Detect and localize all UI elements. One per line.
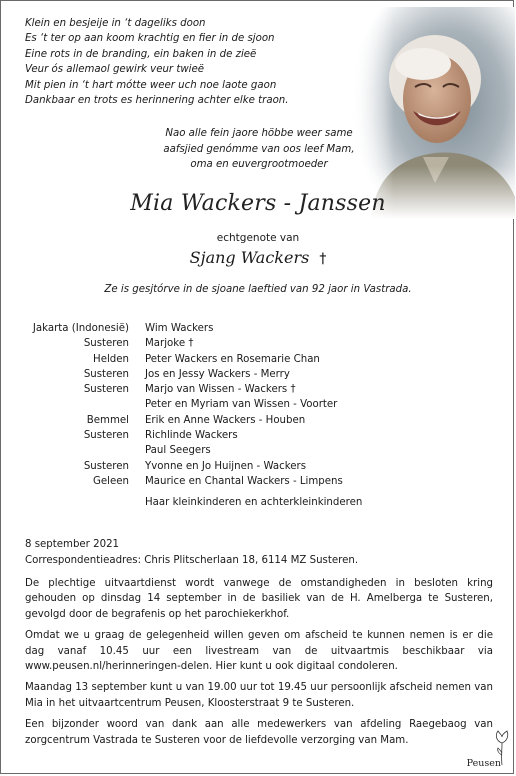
gratitude-text <box>141 126 377 173</box>
family-names: Maurice en Chantal Wackers - Limpens <box>145 475 343 487</box>
family-row <box>25 474 495 489</box>
cross-icon: † <box>319 251 327 267</box>
family-names: Richlinde Wackers <box>145 430 238 442</box>
family-place: Jakarta (Indonesië) <box>32 323 129 334</box>
family-place: Susteren <box>83 384 129 396</box>
family-row <box>25 413 495 428</box>
family-row <box>25 397 495 412</box>
gratitude-line: Nao alle fein jaore höbbe weer same <box>165 128 353 139</box>
gratitude-line: aafsjied genómme van oos leef Mam, <box>163 143 355 155</box>
date-block <box>25 537 358 569</box>
family-row <box>25 382 495 397</box>
family-place: Geleen <box>93 475 129 487</box>
date: 8 september 2021 <box>25 539 120 550</box>
poem <box>25 16 365 108</box>
family-place: Susteren <box>83 338 129 350</box>
family-names: Erik en Anne Wackers - Houben <box>145 414 306 426</box>
correspondence-address: Correspondentieadres: Chris Plitscherlaan 18, 6114 MZ Susteren. <box>25 555 359 566</box>
spouse-name: Sjang Wackers <box>189 248 310 267</box>
portrait-photo <box>353 7 515 219</box>
family-names: Peter en Myriam van Wissen - Voorter <box>145 399 338 411</box>
poem-line: Veur ós allemaol gewirk veur twieë <box>25 64 205 76</box>
paragraph-thanks: Een bijzonder woord van dank aan alle medewerkers van afdeling Raegebaog van zorgcentrum Vastrada te Susteren voor de liefdevolle verzorging van Mam. <box>25 719 493 746</box>
announcement-paragraphs <box>25 576 493 754</box>
family-place: Susteren <box>83 368 129 380</box>
poem-line: Dankbaar en trots es herinnering achter elke traon. <box>25 95 289 107</box>
family-names: Paul Seegers <box>145 445 211 457</box>
family-row <box>25 443 495 458</box>
family-place: Bemmel <box>86 414 129 426</box>
family-row <box>25 352 495 367</box>
paragraph-livestream: Omdat we u graag de gelegenheid willen geven om afscheid te kunnen nemen is er die dag vanaf 10.45 uur een livestream van de uitvaartmis beschikbaar via www.peusen.nl/herinneringen-delen. Hier kunt u ook digitaal condoleren. <box>25 630 493 673</box>
poem-line: Mit pien in ‘t hart mótte weer uch noe laote gaon <box>25 79 277 91</box>
funeral-home-brand: Peusen <box>466 758 501 769</box>
family-row <box>25 428 495 443</box>
family-names: Marjoke † <box>145 338 194 350</box>
family-place <box>25 397 129 412</box>
deceased-name: Mia Wackers - Janssen <box>130 191 386 216</box>
family-closing: Haar kleinkinderen en achterkleinkinderen <box>145 497 363 509</box>
family-row <box>25 321 495 336</box>
family-names: Yvonne en Jo Huijnen - Wackers <box>145 460 307 472</box>
gratitude-line: oma en euvergrootmoeder <box>190 159 328 171</box>
family-names: Jos en Jessy Wackers - Merry <box>145 368 290 380</box>
family-row <box>25 336 495 351</box>
paragraph-service: De plechtige uitvaartdienst wordt vanwege de omstandigheden in besloten kring gehouden op dinsdag 14 september in de basiliek van de H. Amelberga te Susteren, gevolgd door de begrafenis op het parochiekerkhof. <box>25 578 493 620</box>
family-place <box>25 443 129 458</box>
family-list <box>25 321 495 511</box>
family-names: Marjo van Wissen - Wackers † <box>145 384 296 396</box>
poem-line: Eine rots in de branding, ein baken in de zieë <box>25 48 257 60</box>
family-names: Peter Wackers en Rosemarie Chan <box>145 353 320 365</box>
family-names: Wim Wackers <box>145 323 214 334</box>
passing-statement: Ze is gesjtórve in de sjoane laeftied van 92 jaor in Vastrada. <box>104 284 412 295</box>
spouse-label: echtgenote van <box>216 232 300 244</box>
poem-line: Klein en besjeije in ‘t dageliks doon <box>25 18 206 29</box>
family-row <box>25 367 495 382</box>
family-row <box>25 459 495 474</box>
family-place: Helden <box>93 353 129 365</box>
family-place: Susteren <box>83 430 129 442</box>
poem-line: Es ‘t ter op aan koom krachtig en fier in de sjoon <box>25 33 275 45</box>
family-place: Susteren <box>83 460 129 472</box>
paragraph-farewell: Maandag 13 september kunt u van 19.00 uur tot 19.45 uur persoonlijk afscheid nemen van Mia in het uitvaartcentrum Peusen, Kloosterstraat 9 te Susteren. <box>25 682 493 709</box>
spouse-name-line <box>1 248 515 267</box>
